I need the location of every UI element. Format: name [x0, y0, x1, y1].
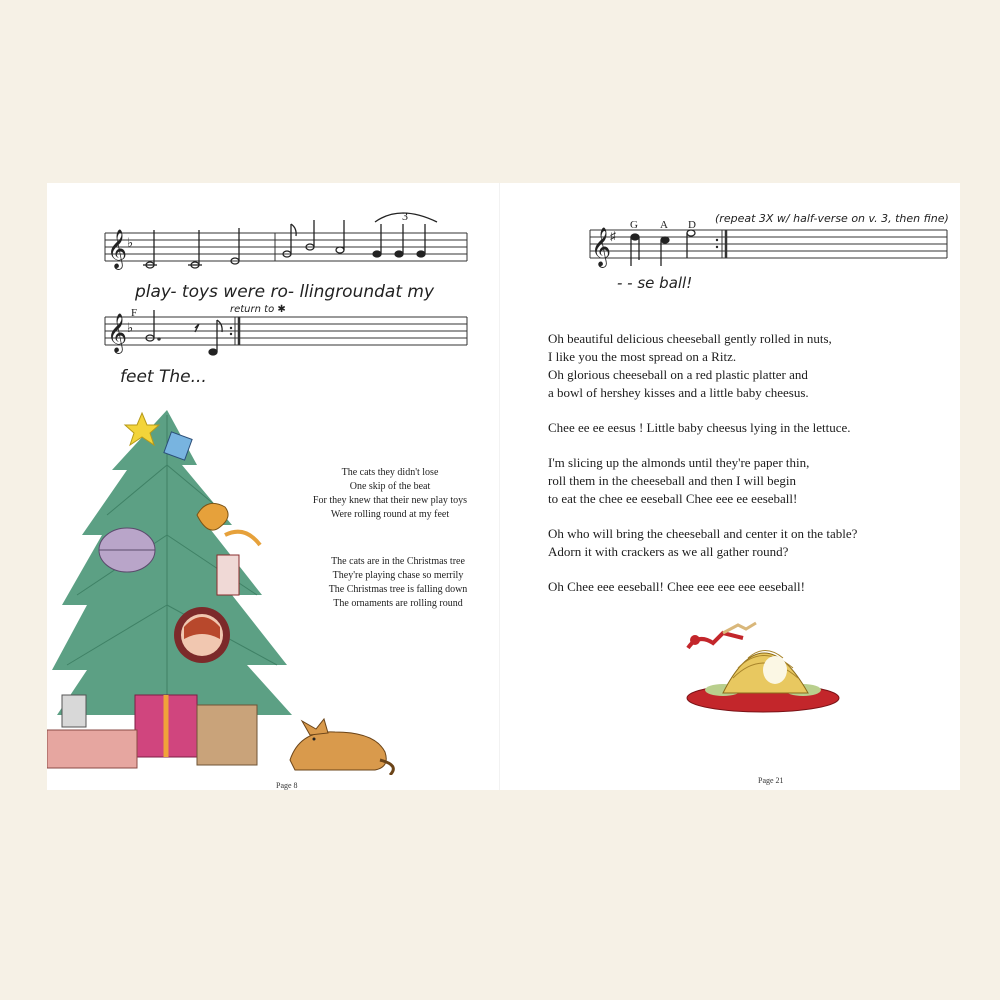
- music-lyrics-line2: feet The...: [120, 367, 207, 387]
- lyric-line: Oh glorious cheeseball on a red plastic platter and: [548, 367, 808, 382]
- verse-line: The cats they didn't lose: [341, 467, 439, 478]
- svg-text:𝄞: 𝄞: [591, 229, 612, 266]
- page-number-left: Page 8: [276, 781, 298, 790]
- verse-line: One skip of the beat: [349, 481, 431, 492]
- music-lyrics-right: - - se ball!: [617, 274, 693, 292]
- cheeseball-illustration: [683, 618, 843, 718]
- lying-cat-icon: [280, 705, 405, 775]
- lyric-line: roll them in the cheeseball and then I will begin: [548, 473, 797, 488]
- svg-text:♯: ♯: [610, 229, 616, 243]
- svg-text:♭: ♭: [127, 235, 134, 250]
- verse-line: The ornaments are rolling round: [333, 598, 463, 609]
- verse-line: The cats are in the Christmas tree: [331, 556, 465, 567]
- page-number-right: Page 21: [758, 776, 784, 785]
- stanza-4: [548, 525, 958, 561]
- svg-text:𝄞: 𝄞: [107, 315, 128, 352]
- stanza-5: [548, 578, 958, 596]
- triplet-marker: 3: [402, 209, 408, 223]
- stanza-3: [548, 454, 958, 508]
- gift-box-small-icon: [47, 730, 137, 768]
- verse-line: They're playing chase so merrily: [332, 570, 464, 581]
- left-verse-1: [290, 466, 490, 522]
- page-gutter: [499, 183, 500, 790]
- lyric-line: Oh Chee eee eeseball! Chee eee eee eee eeseball!: [548, 579, 805, 594]
- cheeseball-lyrics: [548, 330, 958, 613]
- reindeer-icon: [723, 623, 756, 633]
- lyric-line: Oh who will bring the cheeseball and center it on the table?: [548, 526, 858, 541]
- verse-line: The Christmas tree is falling down: [328, 584, 468, 595]
- lyric-line: I like you the most spread on a Ritz.: [548, 349, 737, 364]
- lyric-line: to eat the chee ee eeseball Chee eee ee eeseball!: [548, 491, 798, 506]
- stanza-2: [548, 419, 958, 437]
- right-music-notation: [585, 200, 955, 300]
- stocking-ornament-icon: [217, 555, 239, 595]
- chord-G: G: [630, 219, 638, 231]
- lyric-line: Oh beautiful delicious cheeseball gently rolled in nuts,: [548, 331, 832, 346]
- lyric-line: a bowl of hershey kisses and a little baby cheesus.: [548, 385, 809, 400]
- outlet-icon: [62, 695, 86, 727]
- music-lyrics-line1: play- toys were ro- llingroundat my: [135, 282, 435, 302]
- christmas-tree-illustration: [47, 405, 307, 770]
- return-annotation: return to ✱: [230, 304, 286, 315]
- lyric-line: Chee ee ee eesus ! Little baby cheesus lying in the lettuce.: [548, 420, 851, 435]
- lyric-line: Adorn it with crackers as we all gather round?: [548, 544, 789, 559]
- repeat-annotation: (repeat 3X w/ half-verse on v. 3, then fine): [715, 212, 949, 225]
- chord-F: F: [131, 307, 138, 319]
- left-verse-2: [298, 555, 498, 611]
- verse-line: Were rolling round at my feet: [330, 509, 450, 520]
- stanza-1: [548, 330, 958, 402]
- left-music-notation: [95, 200, 480, 400]
- cardboard-box-icon: [197, 705, 257, 765]
- lyric-line: I'm slicing up the almonds until they're paper thin,: [548, 455, 810, 470]
- verse-line: For they knew that their new play toys: [312, 495, 468, 506]
- chord-A: A: [660, 219, 668, 231]
- treble-clef-icon: 𝄞: [107, 231, 128, 268]
- svg-text:♭: ♭: [127, 320, 134, 335]
- chord-D: D: [688, 219, 696, 231]
